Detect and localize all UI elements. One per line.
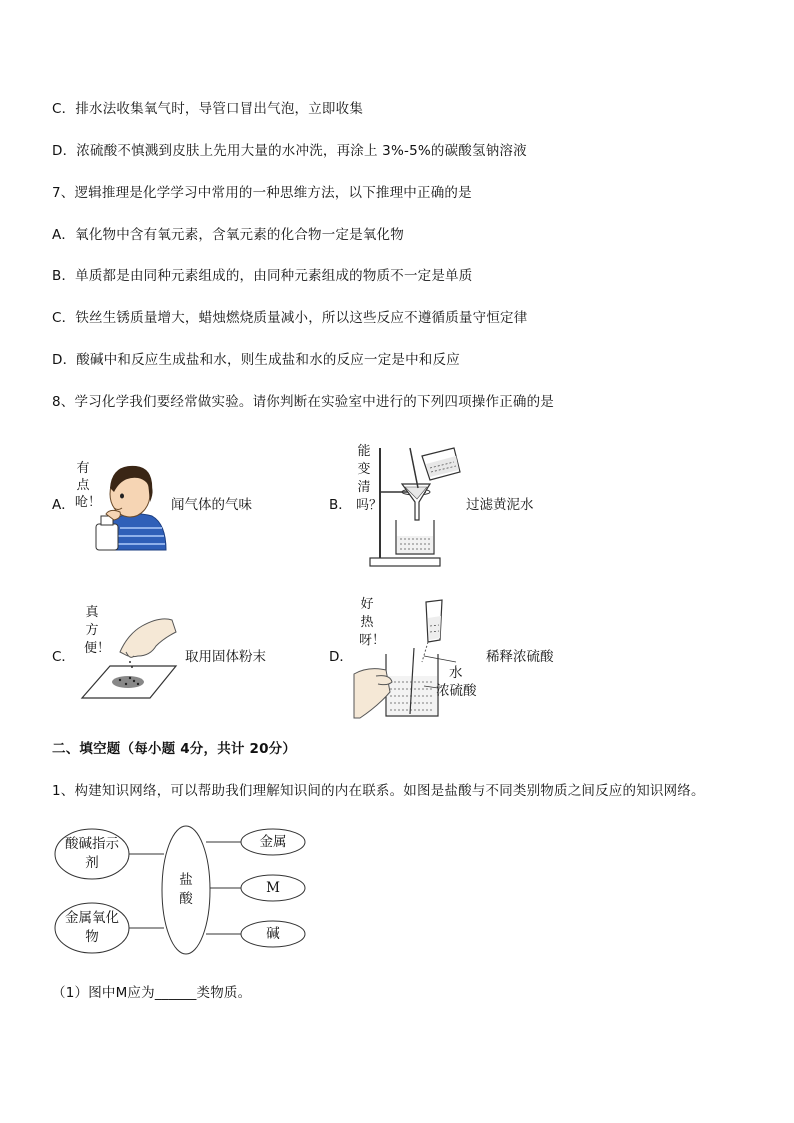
section-fill-in-title: 二、填空题（每小题 4分，共计 20分） — [52, 741, 297, 757]
q7-option-c: C．铁丝生锈质量增大，蜡烛燃烧质量减小，所以这些反应不遵循质量守恒定律 — [52, 310, 528, 326]
q8-option-d-letter: D． — [329, 649, 353, 665]
node-base-label: 碱 — [266, 926, 280, 942]
q8-option-d-acid-label: 浓硫酸 — [436, 683, 477, 699]
q8-option-a-caption: 闻气体的气味 — [171, 497, 252, 513]
q7-stem: 7、逻辑推理是化学学习中常用的一种思维方法，以下推理中正确的是 — [52, 185, 472, 201]
powder-on-paper-illustration — [80, 612, 180, 702]
fill-q1-part1: （1）图中M应为______类物质。 — [52, 985, 252, 1001]
q8-option-d-speech: 好热呀！ — [359, 597, 386, 648]
q8-option-d-water-label: 水 — [449, 665, 463, 681]
q8-option-c-caption: 取用固体粉末 — [185, 649, 266, 665]
node-hydrochloric-acid-label: 盐酸 — [179, 872, 193, 907]
q7-option-b: B．单质都是由同种元素组成的，由同种元素组成的物质不一定是单质 — [52, 268, 473, 284]
node-metal-label: 金属 — [259, 834, 287, 850]
filtration-apparatus-illustration — [368, 444, 462, 568]
q6-option-d: D．浓硫酸不慎溅到皮肤上先用大量的水冲洗，再涂上 3%-5%的碳酸氢钠溶液 — [52, 143, 527, 159]
q8-option-c-letter: C． — [52, 649, 75, 665]
q8-option-b-letter: B． — [329, 497, 352, 513]
q7-option-a: A．氧化物中含有氧元素，含氧元素的化合物一定是氧化物 — [52, 227, 404, 243]
q8-option-c-speech: 真方便！ — [84, 605, 111, 656]
node-acid-base-indicator-label: 酸碱指示剂 — [65, 836, 119, 871]
q7-option-d: D．酸碱中和反应生成盐和水，则生成盐和水的反应一定是中和反应 — [52, 352, 460, 368]
diluting-acid-illustration — [352, 596, 442, 722]
q8-option-a-speech: 有点呛！ — [75, 461, 102, 510]
q8-option-b-speech: 能变清吗？ — [356, 444, 383, 513]
node-metal-oxide-label: 金属氧化物 — [65, 910, 119, 945]
node-m-label: M — [266, 880, 280, 896]
q8-option-a-letter: A． — [52, 497, 75, 513]
sniffing-person-illustration — [92, 458, 168, 550]
q8-option-d-caption: 稀释浓硫酸 — [486, 649, 554, 665]
q6-option-c: C．排水法收集氧气时，导管口冒出气泡，立即收集 — [52, 101, 364, 117]
q8-stem: 8、学习化学我们要经常做实验。请你判断在实验室中进行的下列四项操作正确的是 — [52, 394, 554, 410]
q8-option-b-caption: 过滤黄泥水 — [466, 497, 534, 513]
fill-q1-stem: 1、构建知识网络，可以帮助我们理解知识间的内在联系。如图是盐酸与不同类别物质之间反应的知识网络。 — [52, 783, 705, 799]
